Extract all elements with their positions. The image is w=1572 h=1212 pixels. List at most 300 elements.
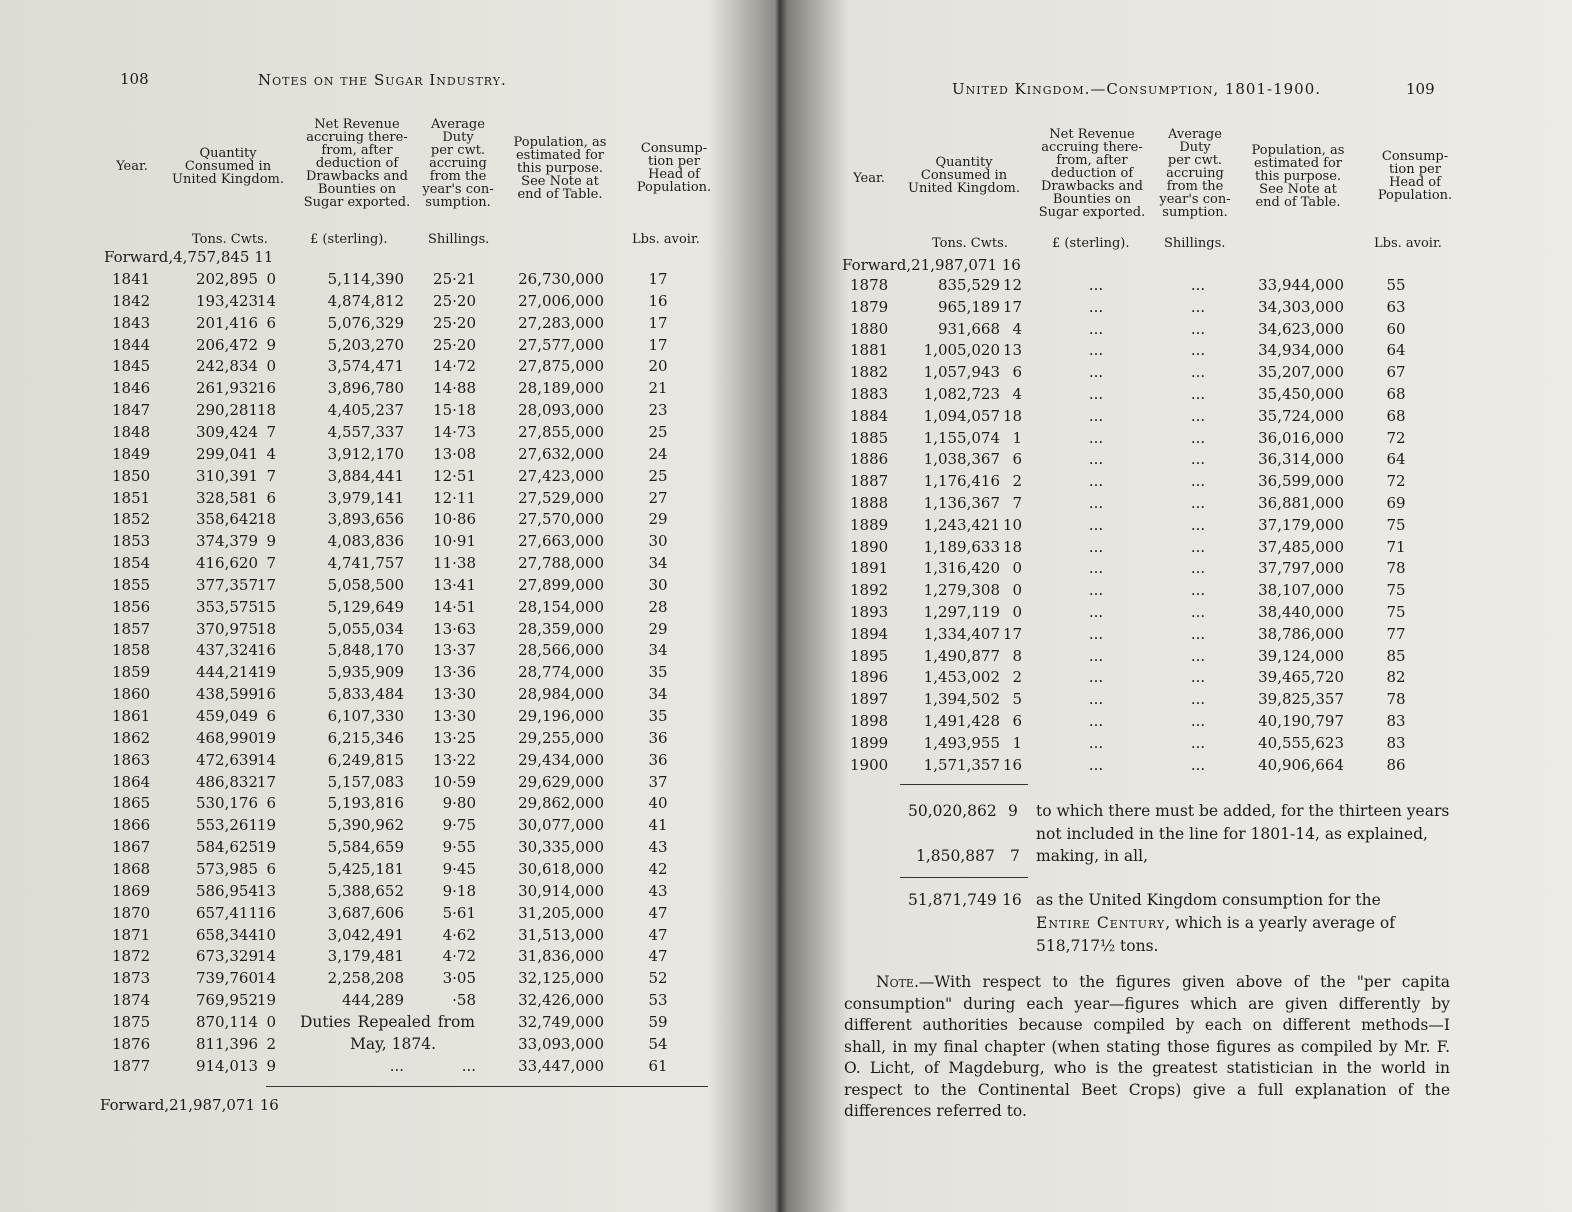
cell-tons: 1,189,633 (923, 537, 1000, 556)
cell-tons: 358,642 (195, 510, 258, 529)
cell-per-head: 85 (1386, 646, 1406, 665)
cell-population: 27,899,000 (518, 575, 604, 594)
cell-per-head: 25 (648, 466, 668, 485)
cell-per-head: 78 (1386, 690, 1406, 709)
cell-cwts: 18 (1002, 406, 1022, 425)
cell-tons: 1,082,723 (923, 385, 1000, 403)
cell-year: 1844 (112, 335, 151, 354)
cell-cwts: 17 (256, 575, 276, 594)
cell-tons: 1,316,420 (923, 559, 1000, 578)
cell-duty: ... (1190, 624, 1206, 643)
cell-cwts: 5 (1012, 690, 1022, 709)
cell-revenue: 5,425,181 (327, 859, 404, 878)
cell-cwts: 12 (1002, 276, 1022, 294)
table-row (0, 751, 780, 773)
cell-cwts: 0 (266, 1012, 276, 1031)
cell-per-head: 77 (1386, 624, 1406, 643)
cell-population: 27,788,000 (518, 554, 604, 573)
cell-revenue: ... (1088, 624, 1104, 643)
cell-per-head: 55 (1386, 276, 1406, 294)
cell-population: 28,093,000 (518, 401, 604, 420)
cell-per-head: 21 (648, 379, 668, 398)
cell-population: 31,205,000 (518, 903, 604, 922)
repealed-note-line1: Duties Repealed from (300, 1013, 475, 1031)
cell-per-head: 16 (648, 291, 668, 310)
cell-duty: 10·86 (433, 510, 476, 529)
table-row (0, 270, 780, 292)
cell-year: 1899 (850, 733, 889, 752)
cell-per-head: 47 (648, 925, 668, 944)
cell-year: 1848 (112, 422, 151, 441)
cell-duty: 9·80 (442, 794, 476, 813)
cell-year: 1869 (112, 881, 151, 900)
table-row (0, 860, 780, 882)
table-row (0, 357, 780, 379)
cell-cwts: 2 (266, 1034, 276, 1053)
cell-cwts: 19 (256, 838, 276, 857)
table-row (0, 379, 780, 401)
cell-duty: 11·38 (433, 554, 476, 573)
cell-revenue: 3,896,780 (327, 379, 404, 398)
cell-population: 27,663,000 (518, 532, 604, 551)
cell-revenue: ... (1088, 472, 1104, 491)
total-rule-2 (900, 877, 1028, 878)
cell-per-head: 43 (648, 881, 668, 900)
cell-per-head: 71 (1386, 537, 1406, 556)
cell-tons: 1,297,119 (923, 603, 1000, 621)
cell-tons: 914,013 (195, 1056, 258, 1075)
cell-tons: 201,416 (195, 313, 258, 332)
cell-population: 26,730,000 (518, 270, 604, 288)
cell-revenue: 3,884,441 (327, 466, 404, 485)
cell-duty: 13·30 (433, 707, 476, 725)
cell-duty: ... (1190, 755, 1206, 774)
cell-population: 28,189,000 (518, 379, 604, 398)
cell-revenue: 3,979,141 (327, 488, 404, 507)
cell-population: 37,485,000 (1258, 537, 1344, 556)
cell-year: 1894 (850, 624, 889, 643)
header-duty: Average Duty per cwt. accruing from the year's con- sumption. (422, 117, 494, 210)
cell-population: 31,836,000 (518, 947, 604, 966)
total1-text-line2: not included in the line for 1801-14, as explained, (1036, 825, 1428, 843)
cell-population: 32,125,000 (518, 969, 604, 988)
cell-per-head: 24 (648, 444, 668, 463)
cell-year: 1900 (850, 755, 889, 774)
added-text: making, in all, (1036, 847, 1148, 865)
cell-duty: 13·63 (433, 619, 476, 638)
table-row (0, 510, 780, 532)
cell-population: 32,749,000 (518, 1012, 604, 1031)
cell-revenue: ... (1088, 755, 1104, 774)
cell-per-head: 61 (648, 1056, 668, 1075)
cell-duty: 25·20 (433, 335, 476, 354)
table-row (0, 926, 780, 948)
cell-year: 1876 (112, 1034, 151, 1053)
cell-cwts: 2 (1012, 472, 1022, 491)
cell-revenue: 6,215,346 (327, 728, 404, 747)
header-population: Population, as estimated for this purpose. See Note at end of Table. (1251, 143, 1345, 210)
cell-revenue: ... (389, 1056, 404, 1075)
cell-duty: 12·51 (433, 466, 476, 485)
cell-per-head: 17 (648, 313, 668, 332)
cell-revenue: 3,574,471 (327, 357, 404, 376)
cell-revenue: 5,584,659 (327, 838, 404, 857)
cell-tons: 739,760 (195, 969, 258, 988)
unit-sterling: £ (sterling). (1052, 236, 1130, 251)
cell-revenue: ... (1088, 297, 1104, 316)
cell-cwts: 4 (1012, 319, 1022, 338)
cell-cwts: 1 (1012, 428, 1022, 447)
cell-revenue: ... (1088, 276, 1104, 294)
cell-cwts: 0 (1012, 559, 1022, 578)
total-rule-1 (900, 784, 1028, 785)
cell-duty: 9·45 (442, 859, 476, 878)
cell-tons: 1,057,943 (923, 363, 1000, 382)
cell-revenue: 4,083,836 (327, 532, 404, 551)
cell-population: 28,154,000 (518, 597, 604, 616)
total1-tons: 50,020,862 (908, 802, 997, 820)
table-row (0, 532, 780, 554)
cell-year: 1870 (112, 903, 151, 922)
grand-text-line2 (1036, 912, 1395, 935)
cell-per-head: 69 (1386, 494, 1406, 512)
cell-population: 34,303,000 (1258, 297, 1344, 316)
cell-year: 1843 (112, 313, 151, 332)
cell-duty: ... (1190, 406, 1206, 425)
cell-revenue: 5,390,962 (327, 816, 404, 835)
cell-revenue: ... (1088, 406, 1104, 425)
table-row (780, 276, 1560, 298)
cell-duty: 14·73 (433, 422, 476, 441)
cell-per-head: 83 (1386, 712, 1406, 730)
cell-year: 1871 (112, 925, 151, 944)
cell-tons: 1,243,421 (923, 515, 1000, 534)
cell-tons: 353,575 (195, 597, 258, 616)
cell-tons: 1,279,308 (923, 581, 1000, 600)
table-row (0, 598, 780, 620)
cell-tons: 1,136,367 (923, 494, 1000, 512)
cell-tons: 206,472 (195, 335, 258, 354)
cell-population: 40,190,797 (1258, 712, 1344, 730)
table-row (780, 603, 1560, 625)
cell-duty: ... (1190, 341, 1206, 360)
cell-population: 27,006,000 (518, 291, 604, 310)
table-row (0, 663, 780, 685)
cell-cwts: 14 (256, 969, 276, 988)
cell-year: 1859 (112, 663, 151, 682)
cell-cwts: 13 (256, 881, 276, 900)
cell-revenue: ... (1088, 450, 1104, 469)
header-duty: Average Duty per cwt. accruing from the year's con- sumption. (1159, 127, 1231, 220)
cell-cwts: 9 (266, 532, 276, 551)
cell-population: 39,465,720 (1258, 668, 1344, 687)
cell-tons: 370,975 (195, 619, 258, 638)
cell-cwts: 19 (256, 991, 276, 1010)
cell-tons: 202,895 (195, 270, 258, 288)
cell-cwts: 16 (1002, 755, 1022, 774)
cell-year: 1882 (850, 363, 889, 382)
table-row (0, 882, 780, 904)
cell-year: 1898 (850, 712, 889, 730)
cell-year: 1892 (850, 581, 889, 600)
cell-duty: ... (1190, 712, 1206, 730)
cell-per-head: 64 (1386, 450, 1406, 469)
cell-population: 40,555,623 (1258, 733, 1344, 752)
cell-revenue: 5,848,170 (327, 641, 404, 660)
header-per-head: Consump- tion per Head of Population. (1377, 149, 1453, 203)
cell-cwts: 19 (256, 663, 276, 682)
table-row (0, 641, 780, 663)
footnote-label: Note. (876, 973, 919, 991)
cell-population: 37,797,000 (1258, 559, 1344, 578)
cell-population: 36,881,000 (1258, 494, 1344, 512)
cell-per-head: 75 (1386, 581, 1406, 600)
cell-duty: ... (1190, 276, 1206, 294)
table-row (0, 773, 780, 795)
table-row (0, 314, 780, 336)
cell-duty: ... (1190, 363, 1206, 382)
added-tons: 1,850,887 (916, 847, 995, 865)
cell-tons: 835,529 (937, 276, 1000, 294)
cell-cwts: 17 (1002, 624, 1022, 643)
cell-per-head: 68 (1386, 385, 1406, 403)
cell-year: 1851 (112, 488, 151, 507)
cell-duty: 15·18 (433, 401, 476, 420)
cell-per-head: 17 (648, 270, 668, 288)
cell-per-head: 47 (648, 903, 668, 922)
cell-cwts: 16 (256, 641, 276, 660)
cell-tons: 870,114 (195, 1012, 258, 1031)
cell-year: 1847 (112, 401, 151, 420)
cell-cwts: 16 (256, 685, 276, 704)
cell-year: 1883 (850, 385, 889, 403)
cell-year: 1864 (112, 772, 151, 791)
grand-total-cwts: 16 (1002, 891, 1022, 909)
cell-revenue: 5,157,083 (327, 772, 404, 791)
table-row (0, 467, 780, 489)
table-row (0, 401, 780, 423)
cell-duty: ... (1190, 515, 1206, 534)
cell-tons: 437,324 (195, 641, 258, 660)
cell-per-head: 42 (648, 859, 668, 878)
cell-year: 1850 (112, 466, 151, 485)
running-head: Notes on the Sugar Industry. (258, 71, 507, 89)
cell-year: 1849 (112, 444, 151, 463)
cell-year: 1874 (112, 991, 151, 1010)
cell-duty: 25·20 (433, 291, 476, 310)
cell-per-head: 68 (1386, 406, 1406, 425)
cell-population: 33,447,000 (518, 1056, 604, 1075)
cell-population: 35,207,000 (1258, 363, 1344, 382)
cell-revenue: 5,076,329 (327, 313, 404, 332)
cell-tons: 1,394,502 (923, 690, 1000, 709)
cell-revenue: 4,557,337 (327, 422, 404, 441)
cell-tons: 553,261 (195, 816, 258, 835)
page-number: 109 (1406, 80, 1435, 98)
unit-tons-cwts: Tons. Cwts. (932, 236, 1008, 251)
footnote (844, 972, 1450, 1123)
cell-duty: ... (1190, 668, 1206, 687)
cell-population: 31,513,000 (518, 925, 604, 944)
cell-per-head: 35 (648, 707, 668, 725)
table-row (780, 450, 1560, 472)
table-row (780, 320, 1560, 342)
table-row (780, 756, 1560, 778)
table-row (780, 298, 1560, 320)
cell-revenue: 6,249,815 (327, 750, 404, 769)
cell-population: 32,426,000 (518, 991, 604, 1010)
header-year: Year. (116, 159, 148, 174)
cell-year: 1891 (850, 559, 889, 578)
table-row (0, 729, 780, 751)
cell-cwts: 7 (1012, 494, 1022, 512)
cell-tons: 1,038,367 (923, 450, 1000, 469)
cell-duty: ... (461, 1056, 476, 1075)
cell-year: 1884 (850, 406, 889, 425)
unit-lbs: Lbs. avoir. (632, 232, 700, 247)
cell-cwts: 6 (266, 859, 276, 878)
cell-per-head: 36 (648, 750, 668, 769)
unit-shillings: Shillings. (428, 232, 490, 247)
cell-year: 1888 (850, 494, 889, 512)
table-row (780, 363, 1560, 385)
cell-cwts: 7 (266, 554, 276, 573)
cell-per-head: 36 (648, 728, 668, 747)
table-row (780, 668, 1560, 690)
cell-duty: 13·41 (433, 575, 476, 594)
header-per-head: Consump- tion per Head of Population. (636, 141, 712, 195)
cell-revenue: 2,258,208 (327, 969, 404, 988)
header-population: Population, as estimated for this purpose. See Note at end of Table. (513, 135, 607, 202)
cell-year: 1846 (112, 379, 151, 398)
cell-year: 1886 (850, 450, 889, 469)
unit-shillings: Shillings. (1164, 236, 1226, 251)
cell-cwts: 0 (1012, 581, 1022, 600)
cell-tons: 1,334,407 (923, 624, 1000, 643)
table-row (0, 576, 780, 598)
cell-revenue: ... (1088, 319, 1104, 338)
cell-tons: 242,834 (195, 357, 258, 376)
unit-lbs: Lbs. avoir. (1374, 236, 1442, 251)
cell-year: 1885 (850, 428, 889, 447)
cell-tons: 811,396 (195, 1034, 258, 1053)
added-cwts: 7 (1010, 847, 1020, 865)
cell-duty: ... (1190, 319, 1206, 338)
cell-population: 29,862,000 (518, 794, 604, 813)
cell-per-head: 29 (648, 510, 668, 529)
cell-revenue: 4,874,812 (327, 291, 404, 310)
cell-population: 35,450,000 (1258, 385, 1344, 403)
cell-cwts: 6 (266, 707, 276, 725)
forward-in: Forward,21,987,071 16 (842, 256, 1021, 274)
cell-tons: 931,668 (937, 319, 1000, 338)
cell-tons: 328,581 (195, 488, 258, 507)
cell-duty: 9·75 (442, 816, 476, 835)
cell-cwts: 6 (1012, 712, 1022, 730)
cell-tons: 472,639 (195, 750, 258, 769)
cell-tons: 1,571,357 (923, 755, 1000, 774)
cell-year: 1889 (850, 515, 889, 534)
cell-population: 38,107,000 (1258, 581, 1344, 600)
cell-cwts: 18 (256, 619, 276, 638)
cell-duty: ... (1190, 472, 1206, 491)
cell-population: 34,934,000 (1258, 341, 1344, 360)
cell-tons: 438,599 (195, 685, 258, 704)
cell-revenue: 6,107,330 (327, 707, 404, 725)
cell-year: 1861 (112, 707, 151, 725)
table-row (0, 292, 780, 314)
cell-year: 1887 (850, 472, 889, 491)
cell-duty: ... (1190, 297, 1206, 316)
cell-cwts: 7 (266, 466, 276, 485)
cell-cwts: 8 (1012, 646, 1022, 665)
cell-year: 1857 (112, 619, 151, 638)
cell-population: 29,434,000 (518, 750, 604, 769)
cell-per-head: 34 (648, 685, 668, 704)
cell-population: 40,906,664 (1258, 755, 1344, 774)
cell-year: 1858 (112, 641, 151, 660)
grand-text-line3: 518,717½ tons. (1036, 937, 1159, 955)
cell-per-head: 35 (648, 663, 668, 682)
cell-cwts: 17 (256, 772, 276, 791)
cell-revenue: ... (1088, 690, 1104, 709)
cell-cwts: 9 (266, 1056, 276, 1075)
cell-year: 1875 (112, 1012, 151, 1031)
cell-revenue: 5,058,500 (327, 575, 404, 594)
cell-per-head: 23 (648, 401, 668, 420)
cell-cwts: 4 (1012, 385, 1022, 403)
grand-text-line1: as the United Kingdom consumption for the (1036, 891, 1381, 909)
cell-year: 1860 (112, 685, 151, 704)
cell-year: 1879 (850, 297, 889, 316)
cell-per-head: 83 (1386, 733, 1406, 752)
cell-population: 27,577,000 (518, 335, 604, 354)
cell-population: 27,283,000 (518, 313, 604, 332)
cell-per-head: 63 (1386, 297, 1406, 316)
cell-population: 29,255,000 (518, 728, 604, 747)
cell-year: 1866 (112, 816, 151, 835)
cell-tons: 444,214 (195, 663, 258, 682)
table-row (780, 341, 1560, 363)
table-row (0, 991, 780, 1013)
cell-population: 27,855,000 (518, 422, 604, 441)
cell-cwts: 7 (266, 422, 276, 441)
cell-revenue: 5,203,270 (327, 335, 404, 354)
table-row (780, 429, 1560, 451)
table-row (0, 707, 780, 729)
cell-population: 38,440,000 (1258, 603, 1344, 621)
cell-tons: 1,491,428 (923, 712, 1000, 730)
cell-population: 27,529,000 (518, 488, 604, 507)
cell-revenue: 3,687,606 (327, 903, 404, 922)
cell-revenue: ... (1088, 428, 1104, 447)
cell-population: 36,599,000 (1258, 472, 1344, 491)
cell-tons: 658,344 (195, 925, 258, 944)
cell-duty: ... (1190, 428, 1206, 447)
cell-duty: 14·72 (433, 357, 476, 376)
cell-duty: 14·88 (433, 379, 476, 398)
cell-tons: 573,985 (195, 859, 258, 878)
header-year: Year. (853, 171, 885, 186)
cell-cwts: 17 (1002, 297, 1022, 316)
cell-tons: 468,990 (195, 728, 258, 747)
grand-total-tons: 51,871,749 (908, 891, 997, 909)
cell-tons: 530,176 (195, 794, 258, 813)
forward-in: Forward,4,757,845 11 (104, 248, 274, 266)
cell-cwts: 1 (1012, 733, 1022, 752)
cell-tons: 1,176,416 (923, 472, 1000, 491)
cell-per-head: 20 (648, 357, 668, 376)
